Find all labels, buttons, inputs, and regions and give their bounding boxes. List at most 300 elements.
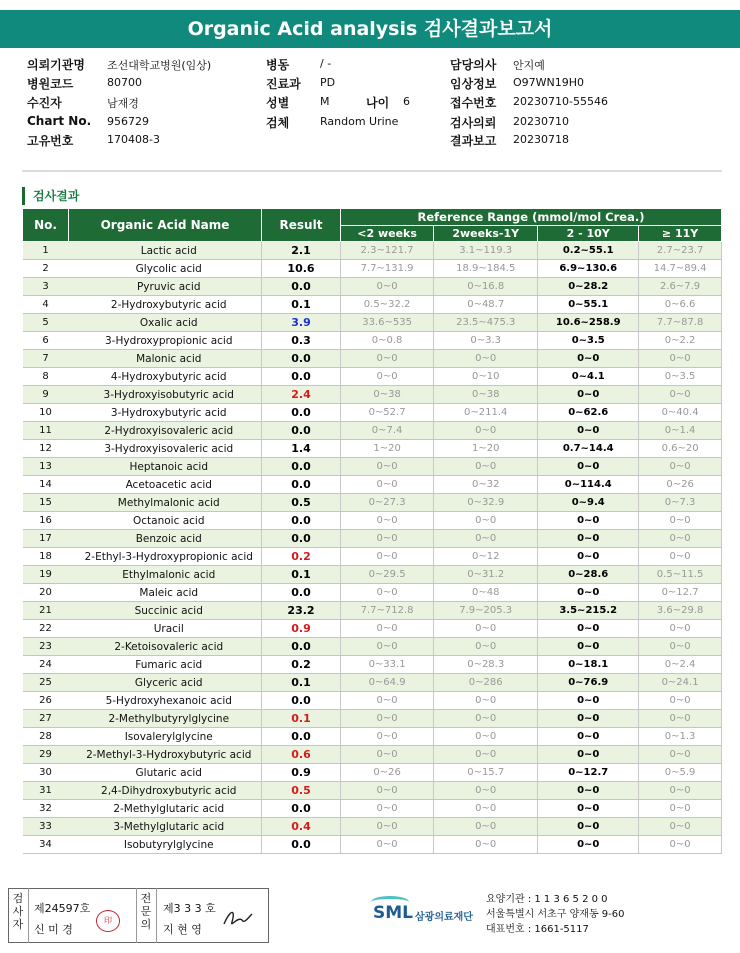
reference-range: 7.7~87.8: [639, 314, 722, 332]
dept-label: 진료과: [266, 77, 301, 91]
reference-range: 0~29.5: [341, 566, 434, 584]
acid-name: Ethylmalonic acid: [69, 566, 262, 584]
result-value: 3.9: [262, 314, 341, 332]
table-row: [23, 350, 722, 368]
table-row: [23, 674, 722, 692]
reference-range: 0~0: [434, 710, 538, 728]
result-value: 0.1: [262, 566, 341, 584]
reference-range: 0~0: [538, 800, 639, 818]
result-value: 0.0: [262, 584, 341, 602]
reference-range: 0.5~11.5: [639, 566, 722, 584]
reference-range: 0~0: [538, 620, 639, 638]
result-value: 0.0: [262, 692, 341, 710]
acid-name: Fumaric acid: [69, 656, 262, 674]
reference-range: 0~0: [639, 350, 722, 368]
result-value: 0.0: [262, 728, 341, 746]
uid-value: 170408-3: [107, 133, 160, 146]
acid-name: 2-Methylbutyrylglycine: [69, 710, 262, 728]
acid-name: Acetoacetic acid: [69, 476, 262, 494]
result-value: 0.0: [262, 404, 341, 422]
reference-range: 0~0: [639, 836, 722, 854]
reference-range: 0~0: [341, 368, 434, 386]
row-number: 29: [23, 746, 69, 764]
row-number: 32: [23, 800, 69, 818]
clinical-value: O97WN19H0: [513, 76, 585, 89]
reference-range: 0~0: [341, 530, 434, 548]
report-value: 20230718: [513, 133, 569, 146]
reference-range: 0~15.7: [434, 764, 538, 782]
age-label: 나이: [366, 96, 390, 110]
reference-range: 0~0: [639, 548, 722, 566]
acid-name: 2-Hydroxybutyric acid: [69, 296, 262, 314]
table-row: [23, 746, 722, 764]
acid-name: Succinic acid: [69, 602, 262, 620]
reference-range: 0.6~20: [639, 440, 722, 458]
reference-range: 0~6.6: [639, 296, 722, 314]
result-value: 0.0: [262, 422, 341, 440]
result-value: 0.4: [262, 818, 341, 836]
reference-range: 0~27.3: [341, 494, 434, 512]
sex-value: M: [320, 95, 330, 108]
table-row: [23, 332, 722, 350]
reference-range: 0~0: [434, 746, 538, 764]
reference-range: 0~38: [341, 386, 434, 404]
reference-range: 0~0: [434, 458, 538, 476]
reference-range: 0.5~32.2: [341, 296, 434, 314]
row-number: 1: [23, 242, 69, 260]
request-label: 검사의뢰: [450, 116, 497, 130]
table-row: [23, 278, 722, 296]
reference-range: 0~38: [434, 386, 538, 404]
reference-range: 3.5~215.2: [538, 602, 639, 620]
reference-range: 0~1.4: [639, 422, 722, 440]
reference-range: 0~7.4: [341, 422, 434, 440]
code-label: 병원코드: [27, 77, 74, 91]
reference-range: 0~0: [538, 638, 639, 656]
specialist-name: 지 현 영: [163, 923, 202, 936]
reference-range: 7.7~712.8: [341, 602, 434, 620]
reference-range: 0~16.8: [434, 278, 538, 296]
result-value: 0.5: [262, 782, 341, 800]
result-value: 1.4: [262, 440, 341, 458]
reference-range: 0~64.9: [341, 674, 434, 692]
reference-range: 3.1~119.3: [434, 242, 538, 260]
reference-range: 0~0: [341, 278, 434, 296]
result-value: 0.9: [262, 764, 341, 782]
table-row: [23, 548, 722, 566]
reference-range: 0~0: [639, 818, 722, 836]
table-row: [23, 314, 722, 332]
specialist-label: 전문의: [140, 892, 152, 931]
acid-name: Maleic acid: [69, 584, 262, 602]
reference-range: 0~0: [639, 530, 722, 548]
reference-range: 0~286: [434, 674, 538, 692]
reference-range: 0~0: [434, 782, 538, 800]
reference-range: 14.7~89.4: [639, 260, 722, 278]
header-result: Result: [262, 209, 341, 242]
row-number: 14: [23, 476, 69, 494]
reference-range: 0~32.9: [434, 494, 538, 512]
reference-range: 3.6~29.8: [639, 602, 722, 620]
tester-label: 검사자: [12, 892, 24, 931]
reference-range: 0~0: [639, 620, 722, 638]
table-row: [23, 476, 722, 494]
table-row: [23, 584, 722, 602]
reference-range: 1~20: [434, 440, 538, 458]
acid-name: Glutaric acid: [69, 764, 262, 782]
table-row: [23, 260, 722, 278]
table-row: [23, 386, 722, 404]
result-value: 0.0: [262, 476, 341, 494]
result-value: 0.0: [262, 278, 341, 296]
patient-label: 수진자: [27, 96, 62, 110]
result-value: 0.0: [262, 800, 341, 818]
reference-range: 0~26: [639, 476, 722, 494]
reference-range: 0~0: [434, 422, 538, 440]
reference-range: 0~0: [538, 548, 639, 566]
reference-range: 0~0: [538, 512, 639, 530]
table-row: [23, 566, 722, 584]
row-number: 7: [23, 350, 69, 368]
reference-range: 0~1.3: [639, 728, 722, 746]
reference-range: 7.7~131.9: [341, 260, 434, 278]
acid-name: 2,4-Dihydroxybutyric acid: [69, 782, 262, 800]
reference-range: 23.5~475.3: [434, 314, 538, 332]
specimen-value: Random Urine: [320, 115, 399, 128]
reference-range: 0~0: [538, 530, 639, 548]
reference-range: 0~0: [434, 728, 538, 746]
header-ref-newborn: <2 weeks: [341, 226, 434, 242]
row-number: 19: [23, 566, 69, 584]
row-number: 3: [23, 278, 69, 296]
uid-label: 고유번호: [27, 134, 74, 148]
reference-range: 0~9.4: [538, 494, 639, 512]
reference-range: 0~10: [434, 368, 538, 386]
code-value: 80700: [107, 76, 142, 89]
table-row: [23, 602, 722, 620]
acid-name: Benzoic acid: [69, 530, 262, 548]
row-number: 31: [23, 782, 69, 800]
reference-range: 0~0: [434, 350, 538, 368]
reference-range: 0~0: [434, 818, 538, 836]
reference-range: 0~62.6: [538, 404, 639, 422]
row-number: 5: [23, 314, 69, 332]
hospital-value: 조선대학교병원(임상): [107, 59, 212, 72]
row-number: 2: [23, 260, 69, 278]
acid-name: 2-Ethyl-3-Hydroxypropionic acid: [69, 548, 262, 566]
reference-range: 0~0: [341, 476, 434, 494]
phone: 대표번호 : 1661-5117: [486, 924, 589, 935]
result-value: 10.6: [262, 260, 341, 278]
acid-name: Heptanoic acid: [69, 458, 262, 476]
row-number: 13: [23, 458, 69, 476]
reference-range: 0~0: [341, 512, 434, 530]
header-ref-child: 2 - 10Y: [538, 226, 639, 242]
patient-value: 남재경: [107, 97, 139, 110]
acid-name: 3-Methylglutaric acid: [69, 818, 262, 836]
reference-range: 0~5.9: [639, 764, 722, 782]
reference-range: 1~20: [341, 440, 434, 458]
doctor-value: 안지예: [513, 59, 545, 72]
chart-value: 956729: [107, 115, 149, 128]
result-value: 0.0: [262, 530, 341, 548]
row-number: 12: [23, 440, 69, 458]
org-name: 삼광의료재단: [415, 912, 473, 923]
row-number: 4: [23, 296, 69, 314]
reference-range: 0~12.7: [639, 584, 722, 602]
reference-range: 0~211.4: [434, 404, 538, 422]
reference-range: 0~0: [639, 458, 722, 476]
reference-range: 0~76.9: [538, 674, 639, 692]
receipt-value: 20230710-55546: [513, 95, 608, 108]
row-number: 23: [23, 638, 69, 656]
acid-name: 3-Hydroxybutyric acid: [69, 404, 262, 422]
reference-range: 0~52.7: [341, 404, 434, 422]
sex-label: 성별: [266, 96, 290, 110]
acid-name: Isobutyrylglycine: [69, 836, 262, 854]
reference-range: 0~4.1: [538, 368, 639, 386]
result-value: 0.1: [262, 710, 341, 728]
reference-range: 0~0: [341, 836, 434, 854]
reference-range: 0~48.7: [434, 296, 538, 314]
table-row: [23, 656, 722, 674]
reference-range: 0~33.1: [341, 656, 434, 674]
table-row: [23, 440, 722, 458]
row-number: 17: [23, 530, 69, 548]
ward-value: / -: [320, 57, 332, 70]
acid-name: Glyceric acid: [69, 674, 262, 692]
age-value: 6: [403, 95, 410, 108]
result-value: 0.0: [262, 368, 341, 386]
reference-range: 0~0: [538, 584, 639, 602]
lab-address: [486, 892, 625, 937]
reference-range: 0~0: [538, 422, 639, 440]
patient-info: [27, 56, 727, 148]
row-number: 22: [23, 620, 69, 638]
reference-range: 33.6~535: [341, 314, 434, 332]
header-no: No.: [23, 209, 69, 242]
row-number: 11: [23, 422, 69, 440]
reference-range: 0~0: [341, 746, 434, 764]
table-row: [23, 764, 722, 782]
table-row: [23, 422, 722, 440]
header-name: Organic Acid Name: [69, 209, 262, 242]
row-number: 20: [23, 584, 69, 602]
sml-logo: SML 삼광의료재단: [363, 893, 483, 933]
acid-name: 3-Hydroxyisovaleric acid: [69, 440, 262, 458]
reference-range: 0~12: [434, 548, 538, 566]
reference-range: 0~0: [538, 782, 639, 800]
table-row: [23, 530, 722, 548]
reference-range: 0~0: [341, 638, 434, 656]
table-row: [23, 782, 722, 800]
header-ref-adult: ≥ 11Y: [639, 226, 722, 242]
table-row: [23, 242, 722, 260]
result-value: 0.0: [262, 512, 341, 530]
row-number: 28: [23, 728, 69, 746]
reference-range: 0~0: [341, 692, 434, 710]
reference-range: 0~0: [341, 782, 434, 800]
reference-range: 0~40.4: [639, 404, 722, 422]
reference-range: 2.7~23.7: [639, 242, 722, 260]
reference-range: 0~0: [341, 458, 434, 476]
row-number: 15: [23, 494, 69, 512]
reference-range: 0~2.2: [639, 332, 722, 350]
reference-range: 0~0: [341, 800, 434, 818]
acid-name: 2-Methylglutaric acid: [69, 800, 262, 818]
acid-name: 2-Hydroxyisovaleric acid: [69, 422, 262, 440]
acid-name: Pyruvic acid: [69, 278, 262, 296]
reference-range: 0~12.7: [538, 764, 639, 782]
results-table: [22, 208, 722, 854]
ward-label: 병동: [266, 58, 290, 72]
row-number: 16: [23, 512, 69, 530]
reference-range: 7.9~205.3: [434, 602, 538, 620]
result-value: 23.2: [262, 602, 341, 620]
results-body: [23, 242, 722, 854]
reference-range: 0~0: [538, 836, 639, 854]
dept-value: PD: [320, 76, 336, 89]
reference-range: 0~0: [434, 692, 538, 710]
reference-range: 0.2~55.1: [538, 242, 639, 260]
reference-range: 0~2.4: [639, 656, 722, 674]
reference-range: 0~0: [434, 836, 538, 854]
reference-range: 0~0: [538, 386, 639, 404]
reference-range: 6.9~130.6: [538, 260, 639, 278]
reference-range: 0~18.1: [538, 656, 639, 674]
row-number: 18: [23, 548, 69, 566]
acid-name: Octanoic acid: [69, 512, 262, 530]
clinical-label: 임상정보: [450, 77, 497, 91]
row-number: 34: [23, 836, 69, 854]
table-row: [23, 368, 722, 386]
reference-range: 0~28.6: [538, 566, 639, 584]
reference-range: 0~0: [538, 710, 639, 728]
reference-range: 0~0: [341, 620, 434, 638]
hospital-label: 의뢰기관명: [27, 58, 85, 72]
acid-name: Oxalic acid: [69, 314, 262, 332]
reference-range: 0~0: [538, 458, 639, 476]
table-row: [23, 710, 722, 728]
result-value: 0.0: [262, 458, 341, 476]
row-number: 26: [23, 692, 69, 710]
result-value: 0.2: [262, 656, 341, 674]
reference-range: 0~48: [434, 584, 538, 602]
table-row: [23, 404, 722, 422]
reference-range: 0~0: [639, 386, 722, 404]
reference-range: 0~0: [341, 728, 434, 746]
reference-range: 2.3~121.7: [341, 242, 434, 260]
acid-name: Isovalerylglycine: [69, 728, 262, 746]
row-number: 10: [23, 404, 69, 422]
reference-range: 0~31.2: [434, 566, 538, 584]
table-row: [23, 494, 722, 512]
reference-range: 2.6~7.9: [639, 278, 722, 296]
result-value: 2.1: [262, 242, 341, 260]
signature-mark: [220, 906, 256, 930]
result-value: 0.0: [262, 638, 341, 656]
result-value: 0.2: [262, 548, 341, 566]
reference-range: 10.6~258.9: [538, 314, 639, 332]
header-reference-range: Reference Range (mmol/mol Crea.): [341, 209, 722, 226]
row-number: 27: [23, 710, 69, 728]
reference-range: 0~3.3: [434, 332, 538, 350]
reference-range: 0.7~14.4: [538, 440, 639, 458]
doctor-label: 담당의사: [450, 58, 497, 72]
acid-name: Malonic acid: [69, 350, 262, 368]
acid-name: Methylmalonic acid: [69, 494, 262, 512]
table-row: [23, 818, 722, 836]
request-value: 20230710: [513, 115, 569, 128]
signature-footer: [8, 888, 732, 943]
result-value: 0.6: [262, 746, 341, 764]
reference-range: 0~0.8: [341, 332, 434, 350]
row-number: 9: [23, 386, 69, 404]
reference-range: 0~0: [341, 818, 434, 836]
acid-name: 3-Hydroxyisobutyric acid: [69, 386, 262, 404]
tester-license: 제24597호: [34, 902, 91, 915]
section-divider: [22, 170, 722, 172]
row-number: 8: [23, 368, 69, 386]
specialist-license: 제3 3 3 호: [163, 902, 216, 915]
row-number: 25: [23, 674, 69, 692]
reference-range: 0~32: [434, 476, 538, 494]
reference-range: 0~3.5: [538, 332, 639, 350]
acid-name: 2-Ketoisovaleric acid: [69, 638, 262, 656]
reference-range: 0~0: [538, 692, 639, 710]
reference-range: 0~0: [341, 548, 434, 566]
result-value: 0.1: [262, 674, 341, 692]
reference-range: 0~0: [538, 350, 639, 368]
reference-range: 0~0: [538, 728, 639, 746]
reference-range: 0~0: [341, 710, 434, 728]
reference-range: 0~0: [341, 584, 434, 602]
reference-range: 0~3.5: [639, 368, 722, 386]
reference-range: 0~0: [639, 800, 722, 818]
table-row: [23, 692, 722, 710]
reference-range: 0~7.3: [639, 494, 722, 512]
table-row: [23, 296, 722, 314]
reference-range: 0~28.3: [434, 656, 538, 674]
seal-stamp: 印: [96, 910, 120, 932]
result-value: 0.3: [262, 332, 341, 350]
reference-range: 0~55.1: [538, 296, 639, 314]
reference-range: 0~0: [639, 710, 722, 728]
result-value: 2.4: [262, 386, 341, 404]
acid-name: 4-Hydroxybutyric acid: [69, 368, 262, 386]
table-row: [23, 638, 722, 656]
report-title: Organic Acid analysis 검사결과보고서: [0, 10, 740, 48]
row-number: 6: [23, 332, 69, 350]
table-row: [23, 620, 722, 638]
reference-range: 0~24.1: [639, 674, 722, 692]
reference-range: 0~0: [639, 692, 722, 710]
reference-range: 0~0: [434, 530, 538, 548]
reference-range: 0~0: [639, 638, 722, 656]
acid-name: 3-Hydroxypropionic acid: [69, 332, 262, 350]
header-ref-infant: 2weeks-1Y: [434, 226, 538, 242]
report-label: 결과보고: [450, 134, 497, 148]
receipt-label: 접수번호: [450, 96, 497, 110]
reference-range: 0~114.4: [538, 476, 639, 494]
section-title: 검사결과: [22, 187, 79, 205]
reference-range: 0~26: [341, 764, 434, 782]
agency-number: 요양기관 : 1 1 3 6 5 2 0 0: [486, 894, 608, 905]
reference-range: 0~0: [639, 782, 722, 800]
reference-range: 0~0: [538, 746, 639, 764]
acid-name: Glycolic acid: [69, 260, 262, 278]
table-row: [23, 836, 722, 854]
